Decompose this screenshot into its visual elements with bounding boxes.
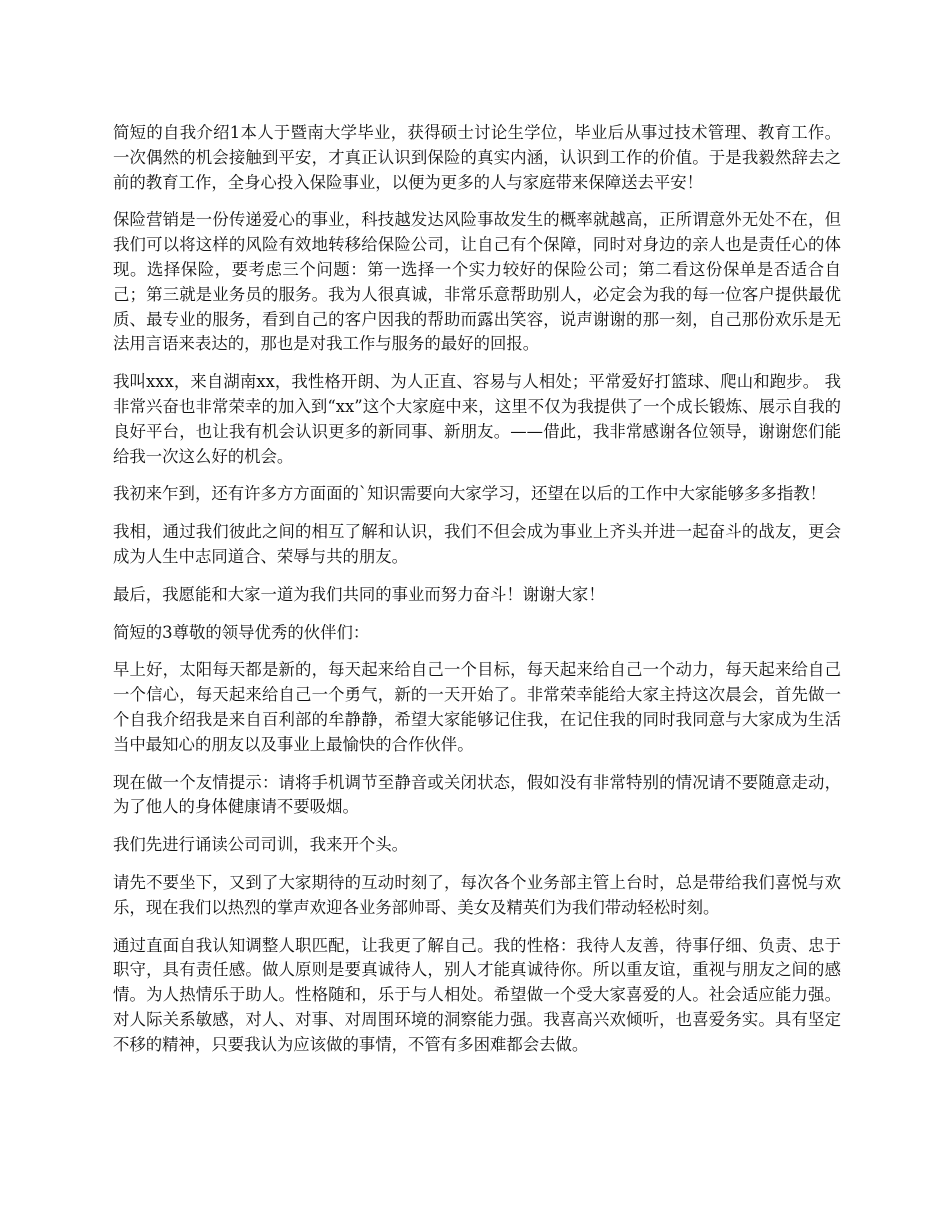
paragraph-8: 早上好，太阳每天都是新的，每天起来给自己一个目标，每天起来给自己一个动力，每天起来给自己一个信心，每天起来给自己一个勇气，新的一天开始了。非常荣幸能给大家主持这次晨会，首先做一个自我介绍我是来自百利部的牟静静，希望大家能够记住我，在记住我的同时我同意与大家成为生活当中最知心的朋友以及事业上最愉快的合作伙伴。 — [113, 660, 841, 754]
paragraph-4: 我初来乍到，还有许多方方面面的`知识需要向大家学习，还望在以后的工作中大家能够多多指教！ — [113, 484, 826, 504]
paragraph-7: 简短的3尊敬的领导优秀的伙伴们： — [113, 622, 370, 642]
paragraph-10: 我们先进行诵读公司司训，我来开个头。 — [113, 835, 409, 855]
paragraph-3: 我叫xxx，来自湖南xx，我性格开朗、为人正直、容易与人相处；平常爱好打篮球、爬山和跑步。 我非常兴奋也非常荣幸的加入到“xx”这个大家庭中来，这里不仅为我提供了一个成长锻炼、展示自我的良好平台，也让我有机会认识更多的新同事、新朋友。——借此，我非常感谢各位领导，谢谢您们能给我一次这么好的机会。 — [113, 372, 841, 466]
paragraph-2: 保险营销是一份传递爱心的事业，科技越发达风险事故发生的概率就越高，正所谓意外无处不在，但我们可以将这样的风险有效地转移给保险公司，让自己有个保障，同时对身边的亲人也是责任心的体现。选择保险，要考虑三个问题：第一选择一个实力较好的保险公司；第二看这份保单是否适合自己；第三就是业务员的服务。我为人很真诚，非常乐意帮助别人，必定会为我的每一位客户提供最优质、最专业的服务，看到自己的客户因我的帮助而露出笑容，说声谢谢的那一刻，自己那份欢乐是无法用言语来表达的，那也是对我工作与服务的最好的回报。 — [113, 210, 841, 354]
paragraph-9: 现在做一个友情提示：请将手机调节至静音或关闭状态，假如没有非常特别的情况请不要随意走动，为了他人的身体健康请不要吸烟。 — [113, 772, 841, 817]
paragraph-12: 通过直面自我认知调整人职匹配，让我更了解自己。我的性格：我待人友善，待事仔细、负责、忠于职守，具有责任感。做人原则是要真诚待人，别人才能真诚待你。所以重友谊，重视与朋友之间的感情。为人热情乐于助人。性格随和，乐于与人相处。希望做一个受大家喜爱的人。社会适应能力强。对人际关系敏感，对人、对事、对周围环境的洞察能力强。我喜高兴欢倾听，也喜爱务实。具有坚定不移的精神，只要我认为应该做的事情，不管有多困难都会去做。 — [113, 935, 841, 1054]
paragraph-5: 我相，通过我们彼此之间的相互了解和认识，我们不但会成为事业上齐头并进一起奋斗的战友，更会成为人生中志同道合、荣辱与共的朋友。 — [113, 522, 841, 566]
paragraph-11: 请先不要坐下，又到了大家期待的互动时刻了，每次各个业务部主管上台时，总是带给我们喜悦与欢乐，现在我们以热烈的掌声欢迎各业务部帅哥、美女及精英们为我们带动轻松时刻。 — [113, 872, 841, 917]
paragraph-6: 最后，我愿能和大家一道为我们共同的事业而努力奋斗！谢谢大家！ — [113, 584, 605, 604]
paragraph-1: 简短的自我介绍1本人于暨南大学毕业，获得硕士讨论生学位，毕业后从事过技术管理、教育工作。一次偶然的机会接触到平安，才真正认识到保险的真实内涵，认识到工作的价值。于是我毅然辞去之前的教育工作，全身心投入保险事业，以便为更多的人与家庭带来保障送去平安！ — [113, 123, 841, 192]
document-body — [113, 121, 841, 1071]
